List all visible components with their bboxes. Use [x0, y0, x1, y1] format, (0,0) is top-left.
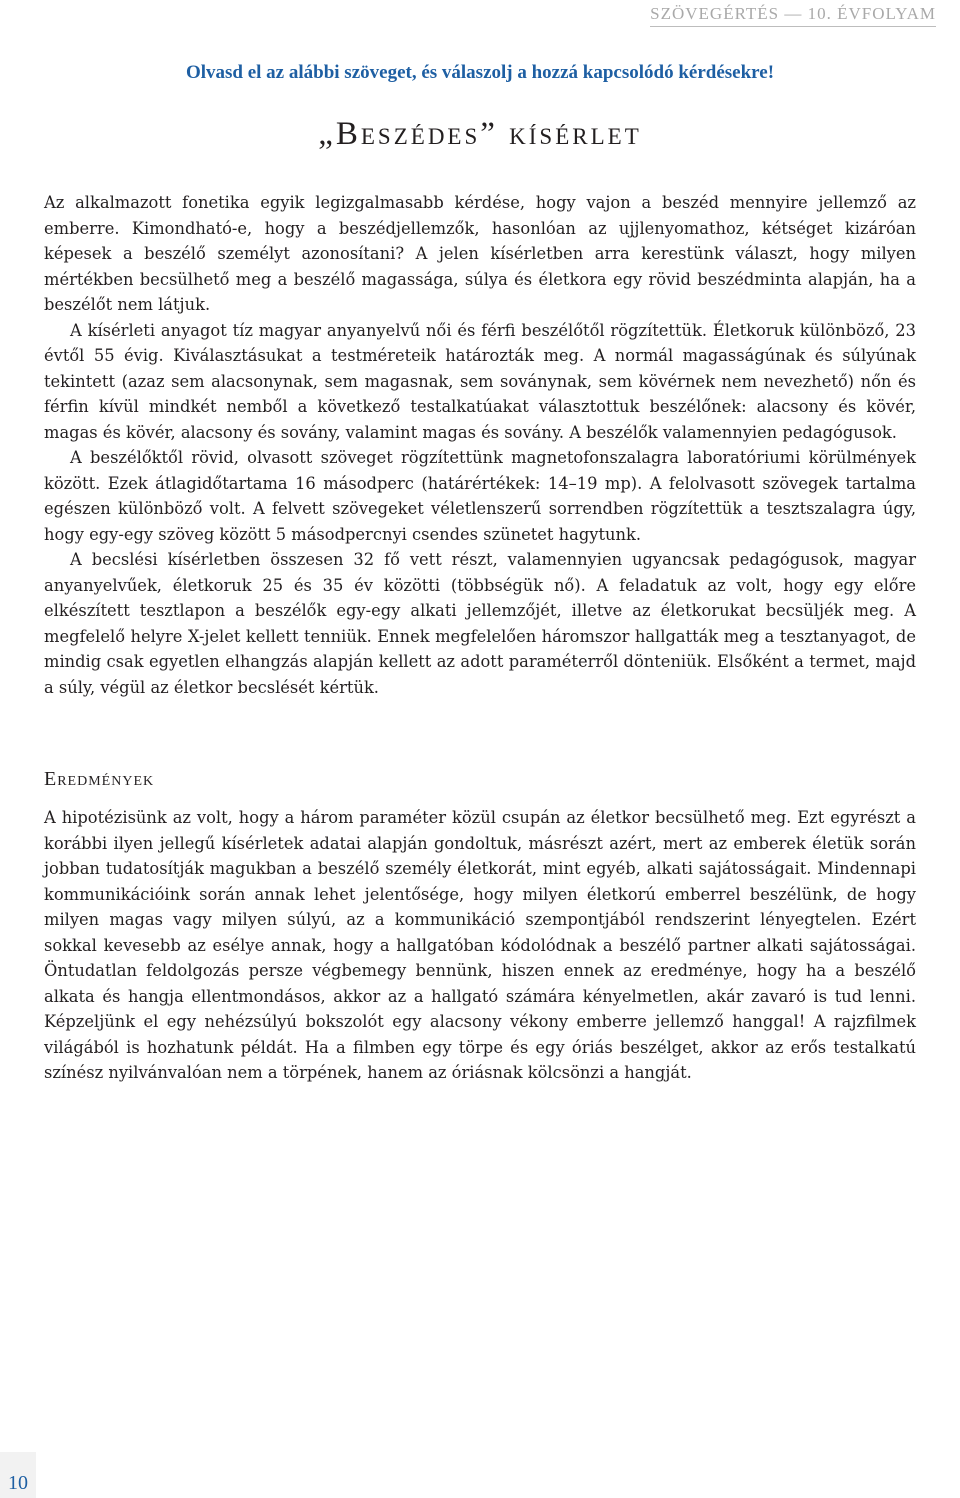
- paragraph: Az alkalmazott fonetika egyik legizgalmasabb kérdése, hogy vajon a beszéd mennyire jellemző az emberre. Kimondható-e, hogy a beszédjellemzők, hasonlóan az ujjlenyomathoz, kétséget kizáróan képesek a beszélő személyt azonosítani? A jelen kísérletben arra kerestünk választ, hogy milyen mértékben becsülhető meg a beszélő magassága, súlya és életkora egy rövid beszédminta alapján, ha a beszélőt nem látjuk.: [44, 193, 916, 314]
- running-header: SZÖVEGÉRTÉS — 10. ÉVFOLYAM: [650, 4, 936, 27]
- task-instruction: Olvasd el az alábbi szöveget, és válaszolj a hozzá kapcsolódó kérdésekre!: [185, 62, 775, 83]
- results-body: [44, 805, 916, 1086]
- paragraph: A beszélőktől rövid, olvasott szöveget rögzítettünk magnetofonszalagra laboratóriumi körülmények között. Ezek átlagidőtartama 16 másodperc (határértékek: 14–19 mp). A felolvasott szövegek tartalma egészen különböző volt. A felvett szövegeket véletlenszerű sorrendben rögzítettük a tesztszalagra úgy, hogy egy-egy szöveg között 5 másodpercnyi csendes szünetet hagytunk.: [44, 448, 916, 544]
- paragraph: A kísérleti anyagot tíz magyar anyanyelvű női és férfi beszélőtől rögzítettük. Életkoruk különböző, 23 évtől 55 évig. Kiválasztásukat a testméreteik határozták meg. A normál magasságúnak és súlyúnak tekintett (azaz sem alacsonynak, sem magasnak, sem soványnak, sem kövérnek nem nevezhető) nőn és férfin kívül mindkét nemből a következő testalkatúakat választottuk beszélőnek: alacsony és kövér, magas és kövér, alacsony és sovány, valamint magas és sovány. A beszélők valamennyien pedagógusok.: [44, 320, 916, 442]
- paragraph: A hipotézisünk az volt, hogy a három paraméter közül csupán az életkor becsülhető meg. Ezt egyrészt a korábbi ilyen jellegű kísérletek adatai alapján gondoltuk, másrészt azért, mert az emberek életük során jobban tudatosítják magukban a beszélő személy életkorát, mint egyéb, alkati sajátosságait. Mindennapi kommunikációink során annak lehet jelentősége, hogy milyen életkorú emberrel beszélünk, de hogy milyen magas vagy milyen súlyú, az a kommunikáció szempontjából rendszerint lényegtelen. Ezért sokkal kevesebb az esélye annak, hogy a hallgatóban kódolódnak a beszélő partner alkati sajátosságai. Öntudatlan feldolgozás persze végbemegy bennünk, hiszen ennek az eredménye, hogy ha a beszélő alkata és hangja ellentmondásos, akkor az a hallgató számára kényelmetlen, akár zavaró is tud lenni. Képzeljünk el egy nehézsúlyú bokszolót egy alacsony vékony emberre jellemző hanggal! A rajzfilmek világából is hozhatunk példát. Ha a filmben egy törpe és egy óriás beszélget, akkor az erős testalkatú színész nyilvánvalóan nem a törpének, hanem az óriásnak kölcsönzi a hangját.: [44, 808, 916, 1082]
- section-heading-results: Eredmények: [44, 768, 155, 790]
- page-number: 10: [8, 1472, 28, 1494]
- article-title: „Beszédes” kísérlet: [318, 116, 642, 152]
- article-body: [44, 190, 916, 700]
- paragraph: A becslési kísérletben összesen 32 fő vett részt, valamennyien ugyancsak pedagógusok, magyar anyanyelvűek, életkoruk 25 és 35 év közötti (többségük nő). A feladatuk az volt, hogy egy előre elkészített tesztlapon a beszélők egy-egy alkati jellemzőjét, illetve az életkorukat becsüljék meg. A megfelelő helyre X-jelet kellett tenniük. Ennek megfelelően háromszor hallgatták meg a tesztanyagot, de mindig csak egyetlen elhangzás alapján kellett az adott paraméterről dönteniük. Elsőként a termet, majd a súly, végül az életkor becslését kértük.: [44, 550, 916, 697]
